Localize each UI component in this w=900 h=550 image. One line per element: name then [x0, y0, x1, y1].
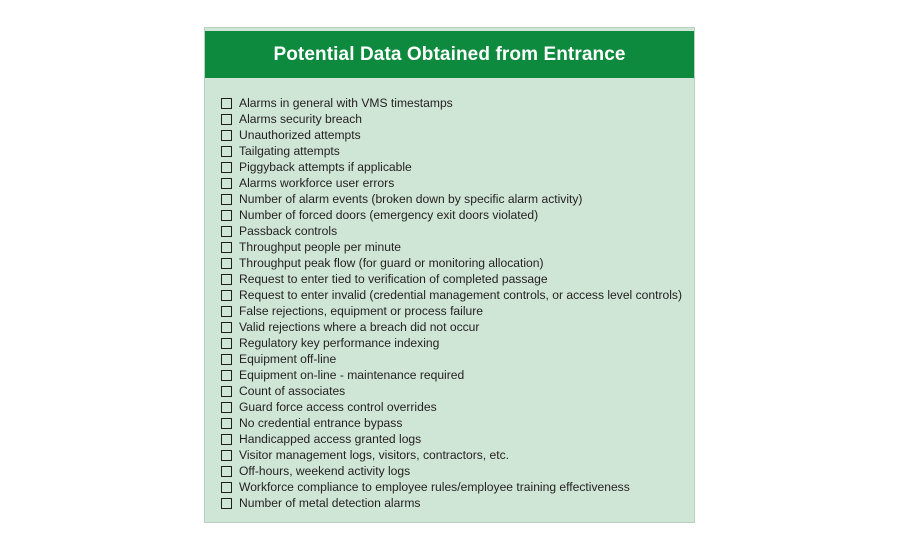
- checklist-item: [221, 287, 682, 303]
- checklist-item-label: Handicapped access granted logs: [239, 432, 422, 446]
- checklist-item-label: Alarms in general with VMS timestamps: [239, 96, 453, 110]
- checkbox[interactable]: [221, 258, 232, 269]
- checklist-item: [221, 239, 682, 255]
- checklist-item-label: Request to enter invalid (credential management controls, or access level controls): [239, 288, 682, 302]
- checklist-item-label: Request to enter tied to verification of completed passage: [239, 272, 548, 286]
- checkbox[interactable]: [221, 418, 232, 429]
- checkbox[interactable]: [221, 146, 232, 157]
- checklist-item-label: Equipment on-line - maintenance required: [239, 368, 465, 382]
- checklist-item-label: Alarms workforce user errors: [239, 176, 395, 190]
- checkbox[interactable]: [221, 290, 232, 301]
- checklist-item: [221, 335, 682, 351]
- checklist-item-label: False rejections, equipment or process failure: [239, 304, 484, 318]
- checkbox[interactable]: [221, 402, 232, 413]
- checklist-card: [204, 27, 695, 523]
- checkbox[interactable]: [221, 130, 232, 141]
- checklist-item: [221, 351, 682, 367]
- checklist-item: [221, 463, 682, 479]
- checklist-item-label: Valid rejections where a breach did not occur: [239, 320, 480, 334]
- checklist-item: [221, 255, 682, 271]
- checkbox[interactable]: [221, 370, 232, 381]
- checklist-item-label: No credential entrance bypass: [239, 416, 403, 430]
- checklist-item: [221, 415, 682, 431]
- checkbox[interactable]: [221, 498, 232, 509]
- checkbox[interactable]: [221, 98, 232, 109]
- checkbox[interactable]: [221, 322, 232, 333]
- checklist-item-label: Piggyback attempts if applicable: [239, 160, 412, 174]
- checklist-item-label: Alarms security breach: [239, 112, 362, 126]
- checklist-item: [221, 127, 682, 143]
- card-header: [205, 31, 694, 78]
- checklist-item-label: Number of alarm events (broken down by specific alarm activity): [239, 192, 583, 206]
- checklist-item: [221, 207, 682, 223]
- checklist-item-label: Unauthorized attempts: [239, 128, 361, 142]
- checklist-item-label: Number of metal detection alarms: [239, 496, 421, 510]
- checkbox[interactable]: [221, 466, 232, 477]
- checklist-item-label: Workforce compliance to employee rules/employee training effectiveness: [239, 480, 630, 494]
- checkbox[interactable]: [221, 178, 232, 189]
- checkbox[interactable]: [221, 242, 232, 253]
- checklist-item-label: Count of associates: [239, 384, 346, 398]
- checklist-item: [221, 159, 682, 175]
- checkbox[interactable]: [221, 354, 232, 365]
- checkbox[interactable]: [221, 194, 232, 205]
- checklist-item: [221, 143, 682, 159]
- checkbox[interactable]: [221, 162, 232, 173]
- checklist-item: [221, 223, 682, 239]
- checklist-item-label: Throughput people per minute: [239, 240, 402, 254]
- checklist-item: [221, 399, 682, 415]
- checklist-item: [221, 431, 682, 447]
- checkbox[interactable]: [221, 434, 232, 445]
- checklist-item: [221, 479, 682, 495]
- checkbox[interactable]: [221, 450, 232, 461]
- checklist-item-label: Number of forced doors (emergency exit doors violated): [239, 208, 539, 222]
- checkbox[interactable]: [221, 338, 232, 349]
- checkbox[interactable]: [221, 306, 232, 317]
- checklist-item: [221, 495, 682, 511]
- checkbox[interactable]: [221, 226, 232, 237]
- checkbox[interactable]: [221, 482, 232, 493]
- checklist-item-label: Equipment off-line: [239, 352, 337, 366]
- checklist-item-label: Regulatory key performance indexing: [239, 336, 440, 350]
- checklist-item-label: Visitor management logs, visitors, contractors, etc.: [239, 448, 509, 462]
- checklist-item: [221, 447, 682, 463]
- checklist-item: [221, 111, 682, 127]
- checkbox[interactable]: [221, 386, 232, 397]
- checkbox[interactable]: [221, 210, 232, 221]
- checklist-item: [221, 319, 682, 335]
- checkbox[interactable]: [221, 114, 232, 125]
- checklist-item-label: Off-hours, weekend activity logs: [239, 464, 411, 478]
- checklist-item: [221, 191, 682, 207]
- checklist-item-label: Passback controls: [239, 224, 338, 238]
- checkbox[interactable]: [221, 274, 232, 285]
- checklist-item: [221, 175, 682, 191]
- checklist-item-label: Guard force access control overrides: [239, 400, 437, 414]
- checklist-item-label: Tailgating attempts: [239, 144, 340, 158]
- checklist-item: [221, 367, 682, 383]
- card-title: Potential Data Obtained from Entrance: [273, 43, 626, 65]
- checklist-item: [221, 383, 682, 399]
- checklist-item: [221, 271, 682, 287]
- checklist-item-label: Throughput peak flow (for guard or monitoring allocation): [239, 256, 544, 270]
- checklist-item: [221, 95, 682, 111]
- checklist-item: [221, 303, 682, 319]
- checklist: [221, 95, 682, 511]
